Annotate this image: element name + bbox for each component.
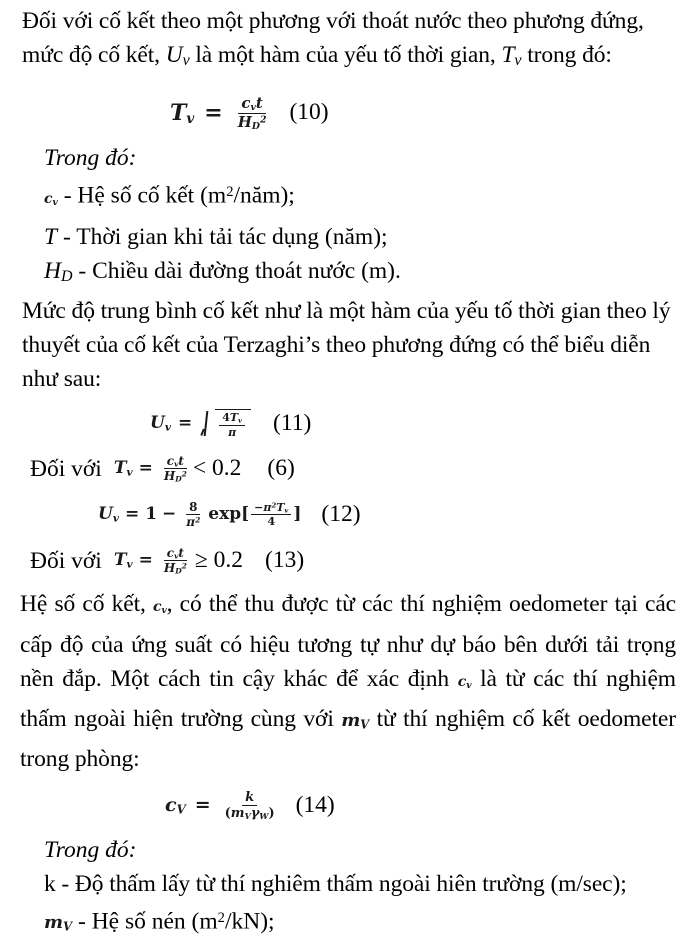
inline-variable-mv	[341, 710, 369, 731]
inline-variable-mv-base: m	[341, 710, 361, 732]
definition-cv-superscript: 2	[226, 184, 234, 201]
equation-14-denominator-m: m	[230, 806, 245, 822]
radical-icon	[201, 409, 215, 438]
paragraph-intro-text-1: Đối với cố kết theo một phương với thoát nước theo phương đứng, mức độ cố kết,	[22, 8, 644, 68]
inline-variable-tv-subscript: v	[514, 52, 522, 70]
equation-12-exponent-t: T	[276, 500, 285, 514]
equation-14-lhs-base: c	[165, 794, 177, 817]
definition-t	[0, 220, 680, 254]
definition-k-text: - Độ thấm lấy từ thí nghiêm thấm ngoài hiên trường (m/sec);	[55, 870, 627, 897]
definition-hd-text: - Chiều dài đường thoát nước (m).	[72, 257, 401, 284]
equation-10-numerator-subscript: v	[250, 101, 256, 113]
equation-12-exponent-pi-power: 2	[271, 501, 277, 510]
equation-12-exp-label: exp	[208, 504, 242, 525]
equation-6-denominator	[161, 469, 190, 483]
equation-12-fraction-denominator-exponent: 2	[195, 515, 201, 525]
equation-13-number: (13)	[265, 546, 305, 573]
definition-cv-symbol-base: c	[44, 190, 53, 207]
definition-k	[0, 867, 680, 901]
equation-11-numerator	[219, 412, 245, 426]
equation-11-lhs-subscript: v	[164, 421, 171, 434]
equation-13	[114, 547, 192, 575]
equation-12-exponent-sign: −	[254, 500, 264, 514]
equation-6-numerator-t: t	[178, 453, 184, 468]
equation-6-row	[0, 446, 680, 492]
paragraph-intro-consolidation	[0, 4, 680, 78]
inline-variable-cv-1-base: c	[153, 598, 162, 615]
equation-11-lhs	[150, 415, 171, 432]
definition-cv-symbol-subscript: v	[52, 196, 58, 208]
equation-12	[98, 501, 301, 529]
paragraph-cv-text-4: từ thí nghiệm cố kết oedometer trong phòng:	[20, 706, 676, 772]
equation-14-equals: =	[194, 794, 211, 817]
definition-hd-symbol	[44, 258, 73, 284]
equation-11-equals: =	[177, 413, 193, 434]
equation-11-numerator-subscript: v	[238, 416, 243, 425]
equation-6-numerator-c: c	[166, 453, 175, 468]
equation-13-numerator-subscript: v	[174, 551, 179, 561]
inline-variable-uv-base: U	[165, 42, 183, 68]
equation-14-denominator	[222, 806, 278, 821]
equation-10-fraction	[235, 93, 270, 132]
equation-6-numerator	[164, 455, 187, 470]
definition-cv-text-tail: /năm);	[233, 182, 295, 209]
equation-10-equals: =	[204, 100, 223, 127]
equation-6-denominator-subscript: D	[175, 474, 182, 484]
equation-6-fraction	[161, 455, 190, 483]
where-label-1: Trong đó:	[44, 145, 137, 172]
equation-11-numerator-t: T	[229, 411, 239, 425]
equation-11-fraction	[219, 412, 245, 438]
equation-6-equals: =	[138, 458, 153, 479]
equation-11-denominator: π	[228, 425, 237, 439]
equation-6-numerator-subscript: v	[174, 459, 179, 469]
equation-12-exponent-denominator: 4	[267, 515, 276, 529]
equation-6-number: (6)	[267, 454, 295, 481]
equation-12-exponent-fraction	[251, 502, 291, 528]
inline-variable-tv	[501, 42, 521, 68]
equation-14-denominator-gamma-subscript: W	[259, 810, 269, 821]
equation-13-row	[0, 538, 680, 584]
equation-14-denominator-paren-close: )	[268, 806, 275, 822]
inline-variable-cv-1-subscript: v	[161, 604, 167, 616]
equation-12-one: 1	[145, 504, 158, 525]
definition-mv-symbol	[44, 912, 72, 933]
equation-12-bracket-close: ]	[293, 504, 302, 525]
definition-mv	[0, 901, 680, 944]
paragraph-cv-text-1: Hệ số cố kết,	[20, 590, 154, 617]
definition-hd-symbol-subscript: D	[60, 267, 73, 285]
equation-13-numerator-c: c	[166, 545, 175, 560]
definition-cv	[0, 175, 680, 219]
equation-14	[165, 791, 280, 821]
equation-10	[170, 93, 271, 132]
equation-6-relation: < 0.2	[192, 454, 242, 481]
definition-hd-symbol-base: H	[44, 257, 61, 284]
inline-variable-tv-base: T	[501, 42, 515, 68]
equation-12-fraction-denominator-pi: π	[186, 515, 196, 530]
equation-13-fraction	[161, 547, 190, 575]
definition-mv-symbol-subscript: V	[63, 919, 73, 934]
inline-variable-uv-subscript: v	[182, 52, 190, 70]
equation-12-lhs-subscript: v	[112, 512, 119, 525]
inline-variable-cv-1	[153, 599, 167, 615]
equation-10-denominator-exponent: 2	[259, 114, 267, 126]
equation-6-prefix: Đối với	[30, 455, 102, 482]
equation-11	[150, 409, 253, 438]
equation-6-lhs	[114, 460, 133, 477]
inline-variable-cv-2-subscript: v	[466, 679, 472, 691]
equation-13-equals: =	[138, 550, 153, 571]
equation-10-denominator-subscript: D	[251, 120, 260, 132]
inline-variable-mv-subscript: V	[360, 717, 370, 732]
equation-12-fraction-denominator	[183, 515, 203, 529]
equation-10-row	[0, 88, 680, 138]
definition-cv-symbol	[44, 191, 58, 207]
equation-11-lhs-base: U	[150, 413, 165, 434]
equation-10-numerator-t: t	[255, 93, 263, 112]
equation-13-lhs	[114, 552, 133, 569]
equation-12-lhs-base: U	[98, 504, 113, 525]
equation-12-exponent-numerator	[251, 502, 291, 516]
spacer	[0, 78, 680, 88]
equation-10-lhs-base: T	[170, 100, 187, 127]
equation-14-denominator-paren-open: (	[224, 806, 231, 822]
definition-mv-text: - Hệ số nén (m	[72, 908, 218, 935]
equation-10-number: (10)	[289, 99, 329, 126]
equation-6	[114, 455, 192, 483]
equation-13-lhs-base: T	[113, 550, 127, 571]
definition-mv-symbol-base: m	[44, 912, 64, 934]
inline-variable-uv	[166, 42, 190, 68]
equation-10-numerator-c: c	[241, 93, 251, 112]
equation-12-minus: −	[162, 504, 177, 525]
paragraph-intro-text-2: là một hàm của yếu tố thời gian,	[189, 42, 502, 68]
paragraph-average-consolidation: Mức độ trung bình cố kết như là một hàm của yếu tố thời gian theo lý thuyết của cố kết của Terzaghi’s theo phương đứng có thể biểu diễn như sau:	[22, 297, 671, 392]
definition-k-symbol: k	[44, 870, 56, 897]
inline-variable-cv-2-base: c	[457, 673, 467, 690]
equation-14-row	[0, 782, 680, 830]
equation-13-denominator-h: H	[163, 561, 176, 576]
equation-13-denominator-exponent: 2	[181, 561, 187, 571]
definition-hd	[0, 254, 680, 294]
equation-14-fraction	[222, 791, 278, 821]
equation-14-lhs	[165, 796, 186, 815]
equation-10-lhs	[170, 100, 195, 128]
where-label-2: Trong đó:	[44, 836, 137, 863]
equation-13-relation: ≥ 0.2	[194, 546, 244, 573]
equation-12-bracket-open: [	[241, 504, 250, 525]
equation-12-lhs	[98, 506, 119, 523]
paragraph-cv-text-3: là từ các thí nghiệm thấm ngoài hiện trường cùng với	[20, 665, 676, 733]
equation-12-row	[0, 492, 680, 538]
equation-12-equals: =	[124, 504, 140, 525]
equation-13-lhs-subscript: v	[126, 558, 133, 571]
equation-14-numerator: k	[242, 791, 257, 807]
equation-11-sqrt	[201, 409, 251, 438]
equation-10-denominator	[235, 114, 270, 131]
equation-6-lhs-subscript: v	[126, 466, 133, 479]
paragraph-intro-text-3: trong đó:	[521, 42, 612, 68]
equation-6-denominator-exponent: 2	[181, 469, 187, 479]
equation-14-denominator-gamma: γ	[250, 806, 260, 822]
equation-10-lhs-subscript: v	[186, 111, 195, 128]
equation-10-denominator-h: H	[237, 112, 252, 131]
equation-6-denominator-h: H	[163, 469, 176, 484]
equation-13-denominator-subscript: D	[175, 566, 182, 576]
equation-12-fraction-coefficient	[183, 501, 203, 529]
equation-13-numerator	[164, 547, 187, 562]
definition-mv-superscript: 2	[217, 909, 225, 926]
equation-11-row	[0, 402, 680, 446]
definition-t-symbol: T	[44, 223, 58, 250]
equation-13-numerator-t: t	[178, 545, 184, 560]
equation-12-fraction-numerator: 8	[186, 501, 200, 516]
equation-13-denominator	[161, 561, 190, 575]
equation-14-number: (14)	[295, 791, 335, 818]
definition-mv-text-tail: /kN);	[224, 908, 275, 935]
definition-cv-text: - Hệ số cố kết (m	[57, 182, 227, 209]
equation-14-denominator-m-subscript: V	[244, 810, 251, 821]
equation-11-number: (11)	[273, 409, 312, 436]
equation-12-exponent-t-subscript: v	[284, 506, 289, 515]
equation-14-lhs-subscript: V	[176, 802, 186, 817]
equation-13-prefix: Đối với	[30, 547, 102, 574]
equation-12-number: (12)	[321, 500, 361, 527]
equation-6-lhs-base: T	[113, 458, 127, 479]
paragraph-cv-text-2: , có thể thu được từ các thí nghiệm oedometer tại các cấp độ của ứng suất có hiệu tương tự như dự báo bên dưới tải trọng nền đắp. Một cách tin cậy khác để xác định	[20, 590, 676, 692]
equation-10-numerator	[238, 93, 265, 114]
paragraph-cv-determination	[0, 587, 680, 776]
inline-variable-cv-2	[458, 674, 472, 690]
equation-11-numerator-coefficient: 4	[222, 411, 230, 425]
equation-12-exponent-pi: π	[263, 500, 272, 514]
definition-t-text: - Thời gian khi tải tác dụng (năm);	[57, 223, 388, 250]
